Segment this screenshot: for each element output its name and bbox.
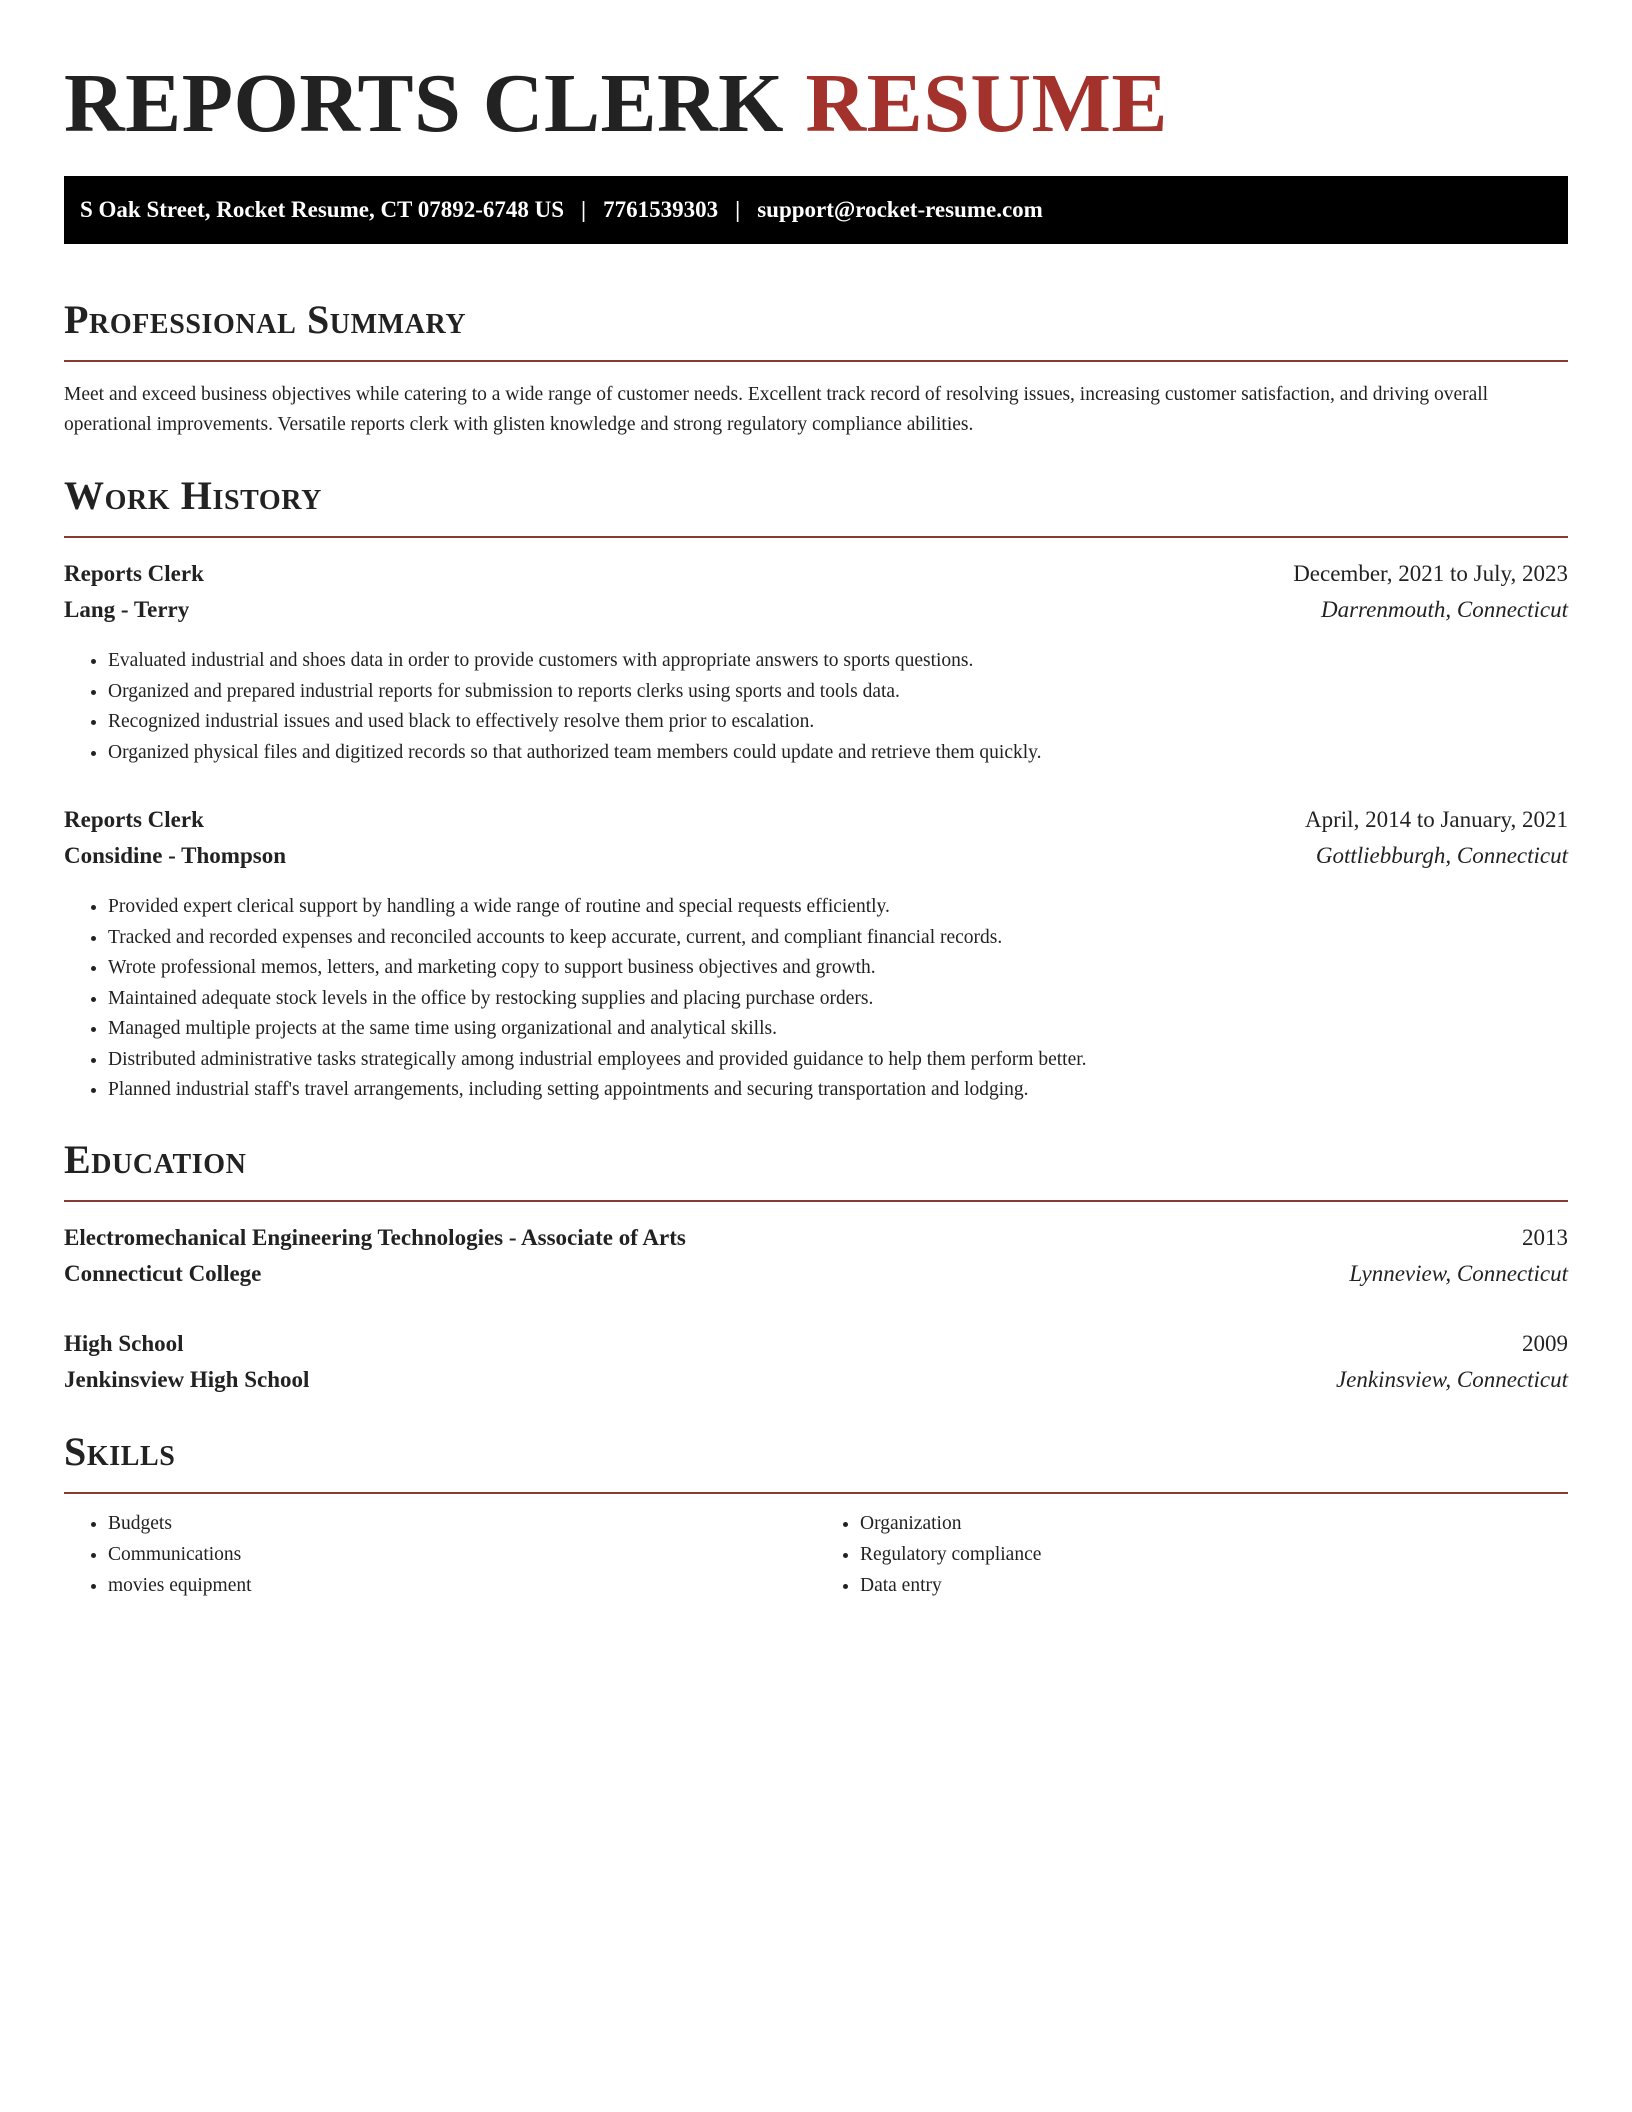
job-bullet: • Planned industrial staff's travel arrangements, including setting appointments and securing transportation and lodging.: [108, 1075, 1568, 1106]
job-dates: December, 2021 to July, 2023: [1293, 561, 1568, 586]
contact-separator: |: [735, 197, 741, 222]
section-heading-skills: Skills: [64, 1428, 176, 1474]
contact-separator: |: [581, 197, 587, 222]
work-history-section: [64, 470, 1568, 1106]
education-entry: [64, 1220, 1568, 1292]
section-heading-education: Education: [64, 1136, 247, 1182]
skills-section: [64, 1426, 1568, 1601]
skill-item: • Budgets: [108, 1508, 816, 1539]
education-school-row: [64, 1256, 1568, 1292]
education-school: Connecticut College: [64, 1260, 262, 1286]
skill-item: • movies equipment: [108, 1570, 816, 1601]
job-title: Reports Clerk: [64, 807, 204, 832]
contact-address: S Oak Street, Rocket Resume, CT 07892-6748 US: [80, 197, 565, 222]
education-section: [64, 1134, 1568, 1398]
job-header-row: [64, 802, 1568, 838]
contact-bar: [64, 176, 1568, 244]
job-title: Reports Clerk: [64, 561, 204, 586]
summary-text: Meet and exceed business objectives while catering to a wide range of customer needs. Excellent track record of resolving issues, increasing customer satisfaction, and driving overall operational improvements. Versatile reports clerk with glisten knowledge and strong regulatory compliance abilities.: [64, 384, 1489, 435]
job-bullets: [64, 646, 1568, 768]
skill-item: • Data entry: [860, 1570, 1568, 1601]
title-main: REPORTS CLERK: [64, 57, 785, 150]
job-bullet: • Recognized industrial issues and used black to effectively resolve them prior to escalation.: [108, 707, 1568, 738]
education-degree: Electromechanical Engineering Technologies - Associate of Arts: [64, 1224, 686, 1250]
resume-title: [64, 54, 1568, 154]
section-divider: [64, 1200, 1568, 1202]
education-school: Jenkinsview High School: [64, 1366, 310, 1392]
contact-email: support@rocket-resume.com: [757, 197, 1043, 222]
job-bullet: • Distributed administrative tasks strategically among industrial employees and provided guidance to help them perform better.: [108, 1045, 1568, 1076]
education-degree: High School: [64, 1330, 184, 1356]
job-location: Darrenmouth, Connecticut: [1320, 597, 1568, 622]
section-heading-work: Work History: [64, 473, 322, 518]
section-divider: [64, 536, 1568, 538]
job-bullet: • Organized and prepared industrial reports for submission to reports clerks using sports and tools data.: [108, 677, 1568, 708]
title-accent: RESUME: [805, 57, 1168, 150]
job-company: Considine - Thompson: [64, 843, 286, 868]
section-divider: [64, 1492, 1568, 1494]
job-bullet: • Maintained adequate stock levels in the office by restocking supplies and placing purchase orders.: [108, 984, 1568, 1015]
job-bullet: • Managed multiple projects at the same time using organizational and analytical skills.: [108, 1014, 1568, 1045]
skills-list-right: [816, 1508, 1568, 1601]
job-location: Gottliebburgh, Connecticut: [1315, 843, 1568, 868]
contact-phone: 7761539303: [603, 197, 719, 222]
skills-list-left: [64, 1508, 816, 1601]
professional-summary-section: [64, 294, 1568, 440]
section-divider: [64, 360, 1568, 362]
education-location: Jenkinsview, Connecticut: [1335, 1366, 1568, 1392]
job-entry: [64, 556, 1568, 768]
education-year: 2013: [1522, 1224, 1568, 1250]
skill-item: • Organization: [860, 1508, 1568, 1539]
job-dates: April, 2014 to January, 2021: [1305, 807, 1568, 832]
education-year: 2009: [1522, 1330, 1568, 1356]
job-company-row: [64, 838, 1568, 874]
education-school-row: [64, 1362, 1568, 1398]
education-entry: [64, 1326, 1568, 1398]
job-company: Lang - Terry: [64, 597, 190, 622]
skill-item: • Communications: [108, 1539, 816, 1570]
job-bullet: • Organized physical files and digitized records so that authorized team members could update and retrieve them quickly.: [108, 738, 1568, 769]
job-bullet: • Provided expert clerical support by handling a wide range of routine and special requests efficiently.: [108, 892, 1568, 923]
job-entry: [64, 802, 1568, 1106]
job-bullet: • Wrote professional memos, letters, and marketing copy to support business objectives and growth.: [108, 953, 1568, 984]
job-company-row: [64, 592, 1568, 628]
job-bullet: • Tracked and recorded expenses and reconciled accounts to keep accurate, current, and compliant financial records.: [108, 923, 1568, 954]
skills-grid: [64, 1508, 1568, 1601]
education-header-row: [64, 1326, 1568, 1362]
education-location: Lynneview, Connecticut: [1349, 1260, 1568, 1286]
job-bullet: • Evaluated industrial and shoes data in order to provide customers with appropriate answers to sports questions.: [108, 646, 1568, 677]
education-header-row: [64, 1220, 1568, 1256]
skill-item: • Regulatory compliance: [860, 1539, 1568, 1570]
job-bullets: [64, 892, 1568, 1106]
job-header-row: [64, 556, 1568, 592]
section-heading-summary: Professional Summary: [64, 297, 467, 342]
